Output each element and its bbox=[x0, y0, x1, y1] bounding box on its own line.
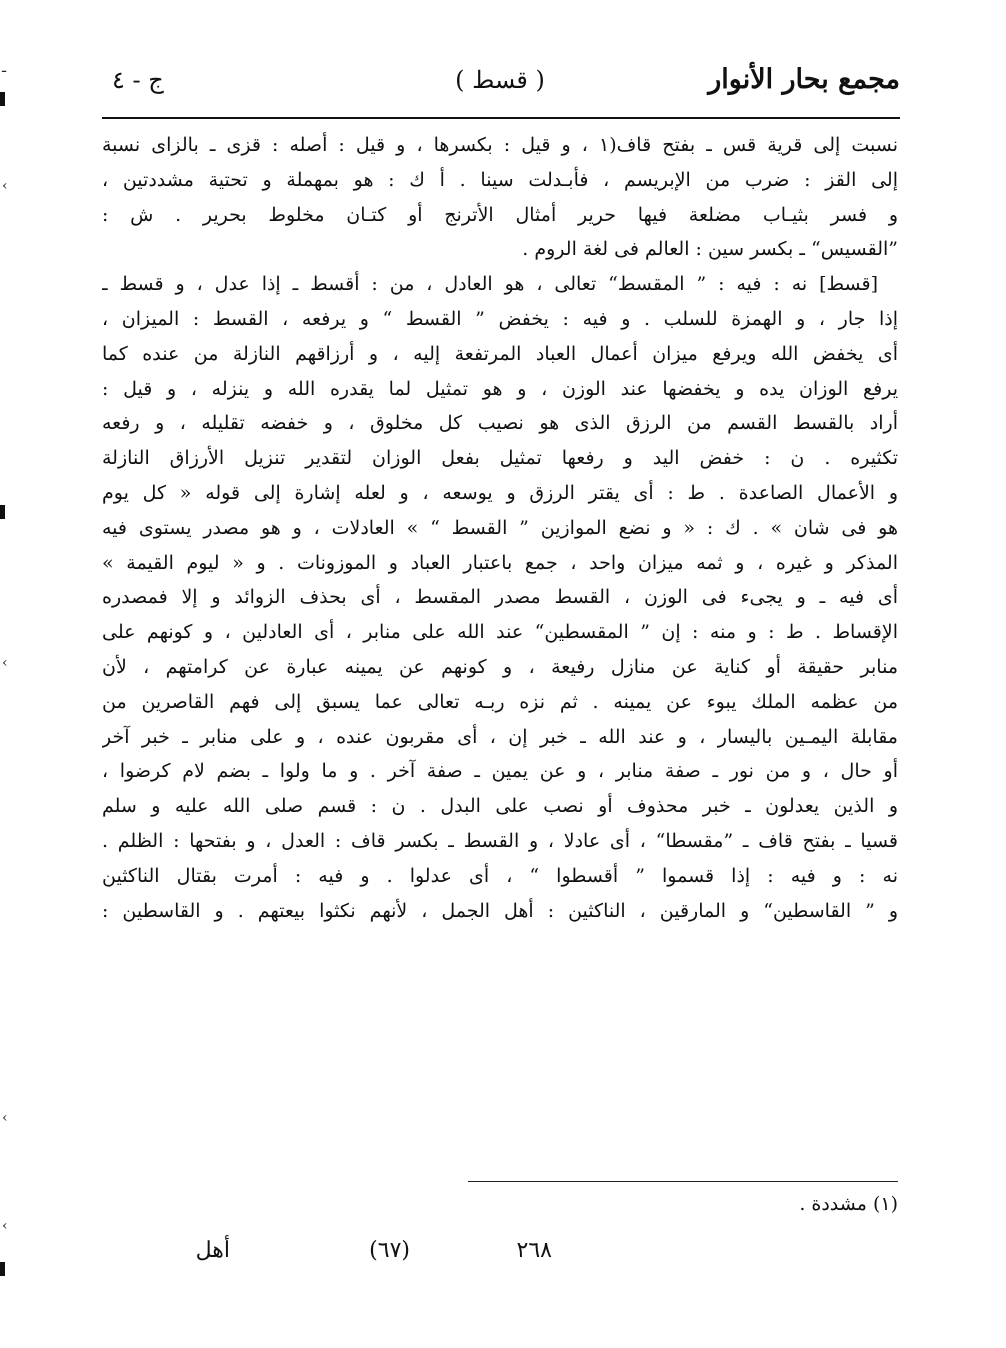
page-number: ٢٦٨ bbox=[516, 1238, 552, 1263]
scan-edge-mark bbox=[0, 1262, 5, 1276]
scan-edge-mark: ‹ bbox=[2, 1218, 8, 1234]
text-line: المذكر و غيره ، و ثمه ميزان واحد ، جمع باعتبار العباد و الموزونات . و « ليوم القيمة » bbox=[102, 551, 898, 574]
scan-edge-mark: ‹ bbox=[2, 178, 8, 194]
page-footer bbox=[100, 1232, 900, 1272]
scan-edge-mark: ـ bbox=[2, 60, 7, 76]
text-line: أى فيه ـ و يجىء فى الوزن ، القسط مصدر المقسط ، أى بحذف الزوائد و إلا فمصدره bbox=[102, 586, 898, 609]
text-line: أى يخفض الله ويرفع ميزان أعمال العباد المرتفعة إليه ، و أرزاقهم النازلة من عنده كما bbox=[102, 342, 898, 365]
text-line: هو فى شان » . ك : « و نضع الموازين ” القسط “ » العادلات ، و هو مصدر يستوى فيه bbox=[102, 516, 898, 539]
book-title: مجمع بحار الأنوار bbox=[708, 64, 900, 95]
text-line: الإقساط . ط : و منه : إن ” المقسطين“ عند الله على منابر ، أى العادلين ، و كونهم على bbox=[102, 621, 898, 644]
volume-label: ج - ٤ bbox=[112, 66, 164, 94]
entry-heading-line: [قسط] نه : فيه : ” المقسط“ تعالى ، هو العادل ، من : أقسط ـ إذا عدل ، و قسط ـ bbox=[102, 273, 878, 296]
scan-edge-mark bbox=[0, 92, 5, 106]
scan-edge-mark bbox=[0, 505, 5, 519]
text-line: نسبت إلى قرية قس ـ بفتح قاف(١ ، و قيل : بكسرها ، و قيل : أصله : قزى ـ بالزاى نسبة bbox=[102, 134, 898, 156]
text-line: مقابلة اليمـين باليسار ، و عند الله ـ خبر إن ، أى مقربون عنده ، و على منابر ـ خبر آخر bbox=[102, 725, 898, 748]
catchword: أهل bbox=[195, 1238, 230, 1263]
text-line: من عظمه الملك يبوء عن يمينه . ثم نزه ربـه تعالى عما يسبق إلى فهم القاصرين من bbox=[102, 690, 898, 713]
text-line: يرفع الوزان يده و يخفضها عند الوزن ، و هو تمثيل لما يقدره الله و ينزله ، و قيل : bbox=[102, 377, 898, 400]
original-page-number: (٦٧) bbox=[369, 1238, 410, 1263]
text-line: قسيا ـ بفتح قاف ـ ”مقسطا“ ، أى عادلا ، و القسط ـ بكسر قاف : العدل ، و بفتحها : الظلم . bbox=[102, 829, 898, 852]
entry-word: ( قسط ) bbox=[455, 66, 545, 94]
text-line: نه : و فيه : إذا قسموا ” أقسطوا “ ، أى عدلوا . و فيه : أمرت بقتال الناكثين bbox=[102, 864, 898, 887]
scan-edge-mark: ‹ bbox=[2, 1110, 8, 1126]
text-line: أو حال ، و من نور ـ صفة منابر ، و عن يمين ـ صفة آخر . و ما ولوا ـ بضم لام كرضوا ، bbox=[102, 760, 898, 783]
text-line: منابر حقيقة أو كناية عن منازل رفيعة ، و كونهم عن يمينه عبارة عن كرامتهم ، لأن bbox=[102, 655, 898, 678]
footnote: (١) مشددة . bbox=[799, 1193, 898, 1215]
text-line: إذا جار ، و الهمزة للسلب . و فيه : يخفض ” القسط “ و يرفعه ، القسط : الميزان ، bbox=[102, 307, 898, 330]
text-line: تكثيره . ن : خفض اليد و رفعها تمثيل بفعل الوزان لتقدير تنزيل الأرزاق النازلة bbox=[102, 447, 898, 470]
header-rule bbox=[102, 117, 900, 119]
text-line: أراد بالقسط القسم من الرزق الذى هو نصيب كل مخلوق ، و خفضه تقليله ، و رفعه bbox=[102, 412, 898, 435]
footnote-rule bbox=[468, 1181, 898, 1182]
text-line: و ” القاسطين“ و المارقين ، الناكثين : أهل الجمل ، لأنهم نكثوا بيعتهم . و القاسطين : bbox=[102, 899, 898, 922]
text-line: و الذين يعدلون ـ خبر محذوف أو نصب على البدل . ن : قسم صلى الله عليه و سلم bbox=[102, 795, 898, 818]
main-text bbox=[102, 128, 898, 928]
running-header bbox=[100, 58, 900, 108]
scan-edge-mark: ‹ bbox=[2, 655, 8, 671]
text-line: ”القسيس“ ـ بكسر سين : العالم فى لغة الروم . bbox=[522, 238, 898, 261]
text-line: و الأعمال الصاعدة . ط : أى يقتر الرزق و يوسعه ، و لعله إشارة إلى قوله « كل يوم bbox=[102, 481, 898, 504]
text-line: و فسر بثيـاب مضلعة فيها حرير أمثال الأترنج أو كتـان مخلوط بحرير . ش : bbox=[102, 203, 898, 226]
text-line: إلى القز : ضرب من الإبريسم ، فأبـدلت سينا . أ ك : هو بمهملة و تحتية مشددتين ، bbox=[102, 168, 898, 191]
